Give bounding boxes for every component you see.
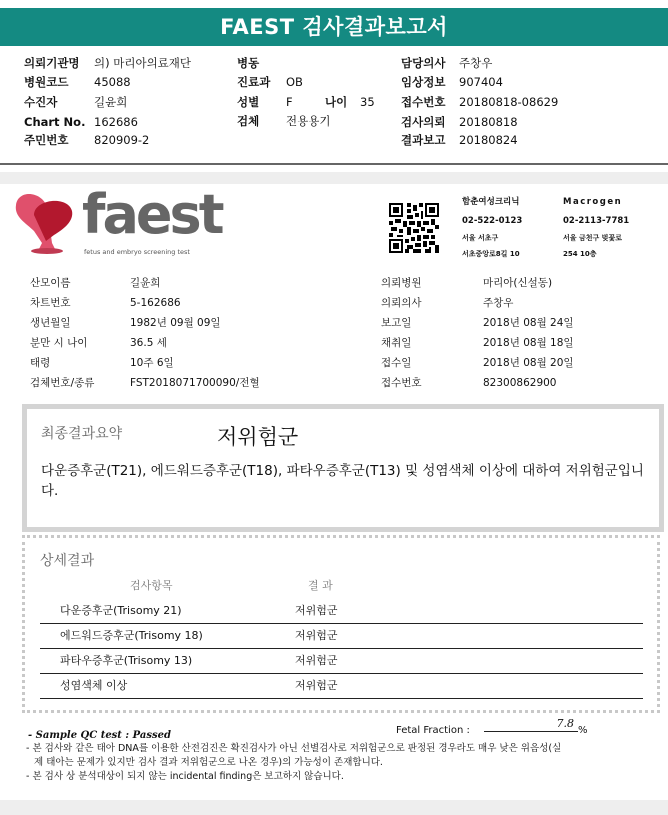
row-result: 저위험군 [295, 604, 338, 617]
lab-address: 서울 서초구 [462, 234, 499, 242]
faest-logo [12, 183, 222, 260]
summary-result: 저위험군 [217, 425, 299, 449]
field-value: 20180824 [459, 133, 518, 147]
table-row [40, 674, 643, 699]
field-value: F [286, 95, 293, 109]
disclaimer-note-1-cont: 제 태아는 문제가 있지만 검사 결과 저위험군으로 나온 경우)의 가능성이 존재합니다. [34, 757, 383, 768]
heart-logo-icon [12, 185, 82, 255]
info-value: 36.5 세 [130, 337, 167, 349]
logo-wordmark: faest [82, 183, 222, 246]
info-value: 마리아(신설동) [483, 277, 553, 289]
age-value: 35 [360, 95, 375, 109]
info-label: 차트번호 [30, 297, 71, 309]
row-item: 다운증후군(Trisomy 21) [60, 604, 182, 617]
info-label: 검체번호/종류 [30, 377, 95, 389]
field-label: 주민번호 [24, 133, 69, 147]
field-value: 의) 마리아의료재단 [94, 56, 192, 70]
column-header-result: 결 과 [308, 579, 333, 592]
field-value: 162686 [94, 115, 138, 129]
field-label: Chart No. [24, 115, 86, 129]
table-row [40, 624, 643, 649]
bottom-strip [0, 800, 668, 815]
info-value: 주창우 [483, 297, 514, 309]
field-label: 진료과 [237, 75, 271, 89]
header-info [0, 54, 668, 154]
field-label: 병동 [237, 56, 260, 70]
info-label: 채취일 [381, 337, 412, 349]
lab-info-1 [462, 195, 562, 261]
info-value: 2018년 08월 18일 [483, 337, 574, 349]
field-label: 임상정보 [401, 75, 446, 89]
row-result: 저위험군 [295, 679, 338, 692]
patient-info-right [381, 273, 651, 393]
field-value: 20180818 [459, 115, 518, 129]
summary-text: 다운증후군(T21), 에드워드증후군(T18), 파타우증후군(T13) 및 성염색체 이상에 대하여 저위험군입니다. [41, 463, 644, 499]
info-value: 길윤희 [130, 277, 161, 289]
field-label: 의뢰기관명 [24, 56, 80, 70]
age-label: 나이 [325, 95, 348, 109]
field-value: 주창우 [459, 56, 493, 70]
header-divider [0, 163, 668, 165]
info-value: 2018년 08월 24일 [483, 317, 574, 329]
field-label: 검사의뢰 [401, 115, 446, 129]
row-item: 에드워드증후군(Trisomy 18) [60, 629, 203, 642]
info-value: 10주 6일 [130, 357, 174, 369]
disclaimer-note-1: - 본 검사와 같은 태아 DNA를 이용한 산전검진은 확진검사가 아닌 선별검사로 저위험군으로 판정된 경우라도 매우 낮은 위음성(실 [26, 743, 562, 754]
info-label: 분만 시 나이 [30, 337, 88, 349]
field-value: 20180818-08629 [459, 95, 559, 109]
field-label: 검체 [237, 114, 260, 128]
info-label: 산모이름 [30, 277, 71, 289]
field-label: 결과보고 [401, 133, 446, 147]
info-label: 생년월일 [30, 317, 71, 329]
info-label: 접수번호 [381, 377, 422, 389]
logo-tagline: fetus and embryo screening test [84, 248, 190, 256]
field-label: 접수번호 [401, 95, 446, 109]
fetal-fraction-value: 7.8 [484, 717, 578, 732]
info-label: 태령 [30, 357, 51, 369]
summary-heading: 최종결과요약 [41, 426, 123, 442]
field-label: 담당의사 [401, 56, 446, 70]
disclaimer-note-2: - 본 검사 상 분석대상이 되지 않는 incidental finding은 보고하지 않습니다. [26, 771, 344, 782]
fetal-fraction-unit: % [578, 725, 588, 736]
lab-name: 함춘여성크리닉 [462, 197, 520, 207]
lab-address: 254 10층 [563, 250, 597, 258]
details-heading: 상세결과 [40, 553, 95, 569]
info-label: 접수일 [381, 357, 412, 369]
info-value: 5-162686 [130, 297, 181, 309]
lab-phone: 02-2113-7781 [563, 216, 630, 226]
field-value: OB [286, 75, 303, 89]
lab-phone: 02-522-0123 [462, 216, 523, 226]
info-value: FST2018071700090/전혈 [130, 377, 260, 389]
field-label: 성별 [237, 95, 260, 109]
row-item: 파타우증후군(Trisomy 13) [60, 654, 193, 667]
row-result: 저위험군 [295, 654, 338, 667]
field-label: 병원코드 [24, 75, 69, 89]
info-label: 의뢰의사 [381, 297, 422, 309]
info-value: 82300862900 [483, 377, 557, 389]
table-row [40, 649, 643, 674]
info-value: 2018년 08월 20일 [483, 357, 574, 369]
lab-info-2 [563, 195, 663, 261]
field-value: 전용용기 [286, 114, 331, 128]
info-label: 보고일 [381, 317, 412, 329]
info-label: 의뢰병원 [381, 277, 422, 289]
field-value: 907404 [459, 75, 503, 89]
report-title: FAEST 검사결과보고서 [0, 8, 668, 46]
field-value: 820909-2 [94, 133, 150, 147]
column-header-item: 검사항목 [130, 579, 173, 592]
lab-name: Macrogen [563, 197, 623, 207]
field-value: 길윤희 [94, 95, 128, 109]
fetal-fraction-label: Fetal Fraction : [396, 725, 470, 736]
summary-box [22, 404, 664, 532]
info-value: 1982년 09월 09일 [130, 317, 221, 329]
lab-address: 서초중앙로8길 10 [462, 250, 520, 258]
qc-status: - Sample QC test : Passed [28, 730, 171, 741]
row-item: 성염색체 이상 [60, 679, 128, 692]
field-label: 수진자 [24, 95, 58, 109]
field-value: 45088 [94, 75, 131, 89]
lab-address: 서울 금천구 벚꽃로 [563, 234, 622, 242]
qr-code-icon [389, 203, 439, 253]
row-result: 저위험군 [295, 629, 338, 642]
patient-info-left [30, 273, 350, 393]
table-row [40, 599, 643, 624]
